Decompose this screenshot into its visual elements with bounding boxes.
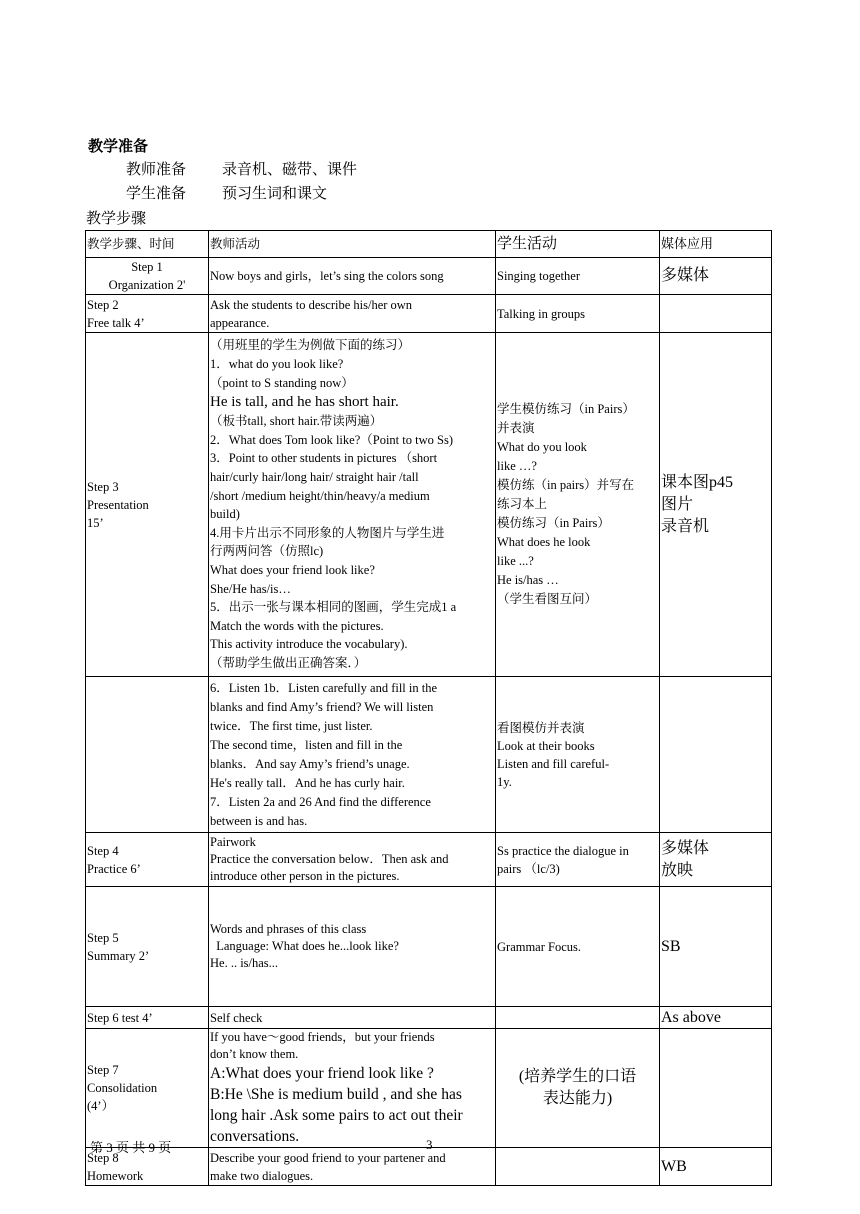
step-cell: Step 2 Free talk 4’ <box>86 295 209 333</box>
table-row <box>86 258 772 295</box>
footer-page-number: 3 <box>426 1137 433 1152</box>
header-student-activity: 学生活动 <box>496 231 660 258</box>
table-row <box>86 295 772 333</box>
preparation-title: 教学准备 <box>88 139 149 155</box>
teaching-preparation <box>88 136 357 206</box>
header-media: 媒体应用 <box>660 231 772 258</box>
teacher-cell: Pairwork Practice the conversation below．Then ask and introduce other person in the pictures. <box>209 833 496 887</box>
step-cell: Step 4 Practice 6’ <box>86 833 209 887</box>
table-row <box>86 1007 772 1029</box>
teacher-cell: If you have～good friends，but your friends don’t know them. A:What does your friend look like ? B:He \She is medium build , and she has long hair .Ask some pairs to act out their conversations. <box>209 1029 496 1148</box>
student-cell: 看图模仿并表演 Look at their books Listen and fill careful- 1y. <box>496 677 660 833</box>
table-row <box>86 1029 772 1148</box>
student-cell: Ss practice the dialogue in pairs （lc/3) <box>496 833 660 887</box>
step-cell: Step 1 Organization 2' <box>86 258 209 295</box>
media-cell: As above <box>660 1007 772 1029</box>
table-row <box>86 887 772 1007</box>
lesson-plan-table <box>85 230 772 1186</box>
table-header-row <box>86 231 772 258</box>
media-cell <box>660 295 772 333</box>
step-cell: Step 7 Consolidation (4’） <box>86 1029 209 1148</box>
teacher-cell: Ask the students to describe his/her own appearance. <box>209 295 496 333</box>
media-cell <box>660 1029 772 1148</box>
step-cell: Step 5 Summary 2’ <box>86 887 209 1007</box>
header-step-time: 教学步骤、时间 <box>86 231 209 258</box>
table-row <box>86 333 772 677</box>
student-cell: Talking in groups <box>496 295 660 333</box>
media-cell: 多媒体 放映 <box>660 833 772 887</box>
table-row <box>86 677 772 833</box>
teacher-preparation-line <box>88 158 357 182</box>
student-preparation-value: 预习生词和课文 <box>222 186 328 202</box>
student-cell: Singing together <box>496 258 660 295</box>
media-cell: 课本图p45 图片 录音机 <box>660 333 772 677</box>
student-cell: (培养学生的口语 表达能力) <box>496 1029 660 1148</box>
step-cell <box>86 677 209 833</box>
student-cell <box>496 1148 660 1186</box>
teacher-cell: Words and phrases of this class Language: What does he...look like? He. .. is/has... <box>209 887 496 1007</box>
step-cell: Step 8 Homework <box>86 1148 209 1186</box>
media-cell <box>660 677 772 833</box>
table-row <box>86 1148 772 1186</box>
student-cell: 学生模仿练习（in Pairs） 并表演 What do you look like …? 模仿练（in pairs）并写在 练习本上 模仿练习（in Pairs） What does he look like ...? He is/has … （学生看图互问） <box>496 333 660 677</box>
table-row <box>86 833 772 887</box>
teacher-cell: Self check <box>209 1007 496 1029</box>
header-teacher-activity: 教师活动 <box>209 231 496 258</box>
footer-page-info: 第 3 页 共 9 页 <box>90 1140 172 1155</box>
teacher-cell: Describe your good friend to your partener and make two dialogues. <box>209 1148 496 1186</box>
media-cell: 多媒体 <box>660 258 772 295</box>
teacher-preparation-value: 录音机、磁带、课件 <box>222 162 358 178</box>
teacher-cell: 6．Listen 1b．Listen carefully and fill in the blanks and find Amy’s friend? We will listen twice．The first time, just lister. The second time，listen and fill in the blanks．And say Amy’s friend’s unage. He's really tall．And he has curly hair. 7．Listen 2a and 26 And find the difference between is and has. <box>209 677 496 833</box>
student-cell <box>496 1007 660 1029</box>
teacher-preparation-label: 教师准备 <box>126 162 187 178</box>
student-preparation-line <box>88 182 357 206</box>
student-preparation-label: 学生准备 <box>126 186 187 202</box>
media-cell: SB <box>660 887 772 1007</box>
teacher-cell: Now boys and girls，let’s sing the colors song <box>209 258 496 295</box>
media-cell: WB <box>660 1148 772 1186</box>
steps-title: 教学步骤 <box>86 211 147 227</box>
teacher-cell: （用班里的学生为例做下面的练习） 1．what do you look like? （point to S standing now） He is tall, and he has short hair. （板书tall, short hair.带读两遍） 2．What does Tom look like?（Point to two Ss) 3．Point to other students in pictures （short hair/curly hair/long hair/ straight hair /tall /short /medium height/thin/heavy/a medium build) 4.用卡片出示不同形象的人物图片与学生进 行两两问答（仿照lc) What does your friend look like? She/He has/is… 5．出示一张与课本相同的图画，学生完成1 a Match the words with the pictures. This activity introduce the vocabulary). （帮助学生做出正确答案．） <box>209 333 496 677</box>
step-cell: Step 3 Presentation 15’ <box>86 333 209 677</box>
step-cell: Step 6 test 4’ <box>86 1007 209 1029</box>
student-cell: Grammar Focus. <box>496 887 660 1007</box>
